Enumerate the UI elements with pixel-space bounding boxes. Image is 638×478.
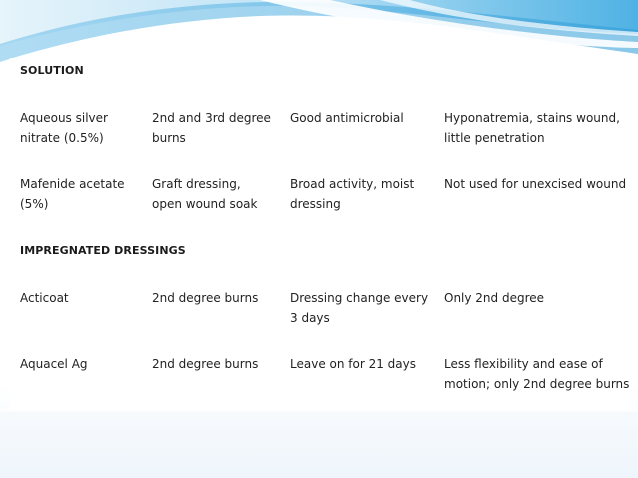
slide-content xyxy=(10,58,630,410)
table-row-3-indication xyxy=(152,288,258,308)
cell-line: 2nd degree burns xyxy=(152,357,259,371)
cell-line: Aquacel Ag xyxy=(20,357,88,371)
cell-line: little penetration xyxy=(444,131,545,145)
table-row-3-agent xyxy=(20,288,69,308)
cell-line: open wound soak xyxy=(152,197,258,211)
table-row-2-disadvantage xyxy=(444,174,626,194)
cell-line: dressing xyxy=(290,197,341,211)
table-row-2-agent xyxy=(20,174,125,214)
table-row-1-advantage xyxy=(290,108,404,128)
table-row-2-advantage xyxy=(290,174,414,214)
cell-line: 2nd degree burns xyxy=(152,291,259,305)
table-row-4-disadvantage xyxy=(444,354,629,394)
cell-line: Graft dressing, xyxy=(152,177,241,191)
cell-line: burns xyxy=(152,131,186,145)
bottom-background-fade xyxy=(0,412,638,478)
cell-line: Aqueous silver xyxy=(20,111,108,125)
cell-line: nitrate (0.5%) xyxy=(20,131,104,145)
cell-line: Acticoat xyxy=(20,291,69,305)
section-title-impregnated-dressings: IMPREGNATED DRESSINGS xyxy=(20,244,186,257)
cell-line: (5%) xyxy=(20,197,49,211)
table-row-3-disadvantage xyxy=(444,288,544,308)
cell-line: Broad activity, moist xyxy=(290,177,415,191)
header-wave-decoration xyxy=(0,0,638,62)
cell-line: Less flexibility and ease of xyxy=(444,357,603,371)
cell-line: motion; only 2nd degree burns xyxy=(444,377,630,391)
table-row-1-agent xyxy=(20,108,108,148)
table-row-4-agent xyxy=(20,354,88,374)
cell-line: Good antimicrobial xyxy=(290,111,404,125)
table-row-1-indication xyxy=(152,108,271,148)
table-row-2-indication xyxy=(152,174,257,214)
cell-line: Mafenide acetate xyxy=(20,177,125,191)
table-row-3-advantage xyxy=(290,288,428,328)
cell-line: Dressing change every xyxy=(290,291,429,305)
cell-line: Only 2nd degree xyxy=(444,291,545,305)
cell-line: 2nd and 3rd degree xyxy=(152,111,271,125)
cell-line: Hyponatremia, stains wound, xyxy=(444,111,620,125)
cell-line: Leave on for 21 days xyxy=(290,357,416,371)
cell-line: 3 days xyxy=(290,311,330,325)
table-row-1-disadvantage xyxy=(444,108,620,148)
table-row-4-advantage xyxy=(290,354,416,374)
table-row-4-indication xyxy=(152,354,258,374)
cell-line: Not used for unexcised wound xyxy=(444,177,627,191)
section-title-solution: SOLUTION xyxy=(20,64,84,77)
